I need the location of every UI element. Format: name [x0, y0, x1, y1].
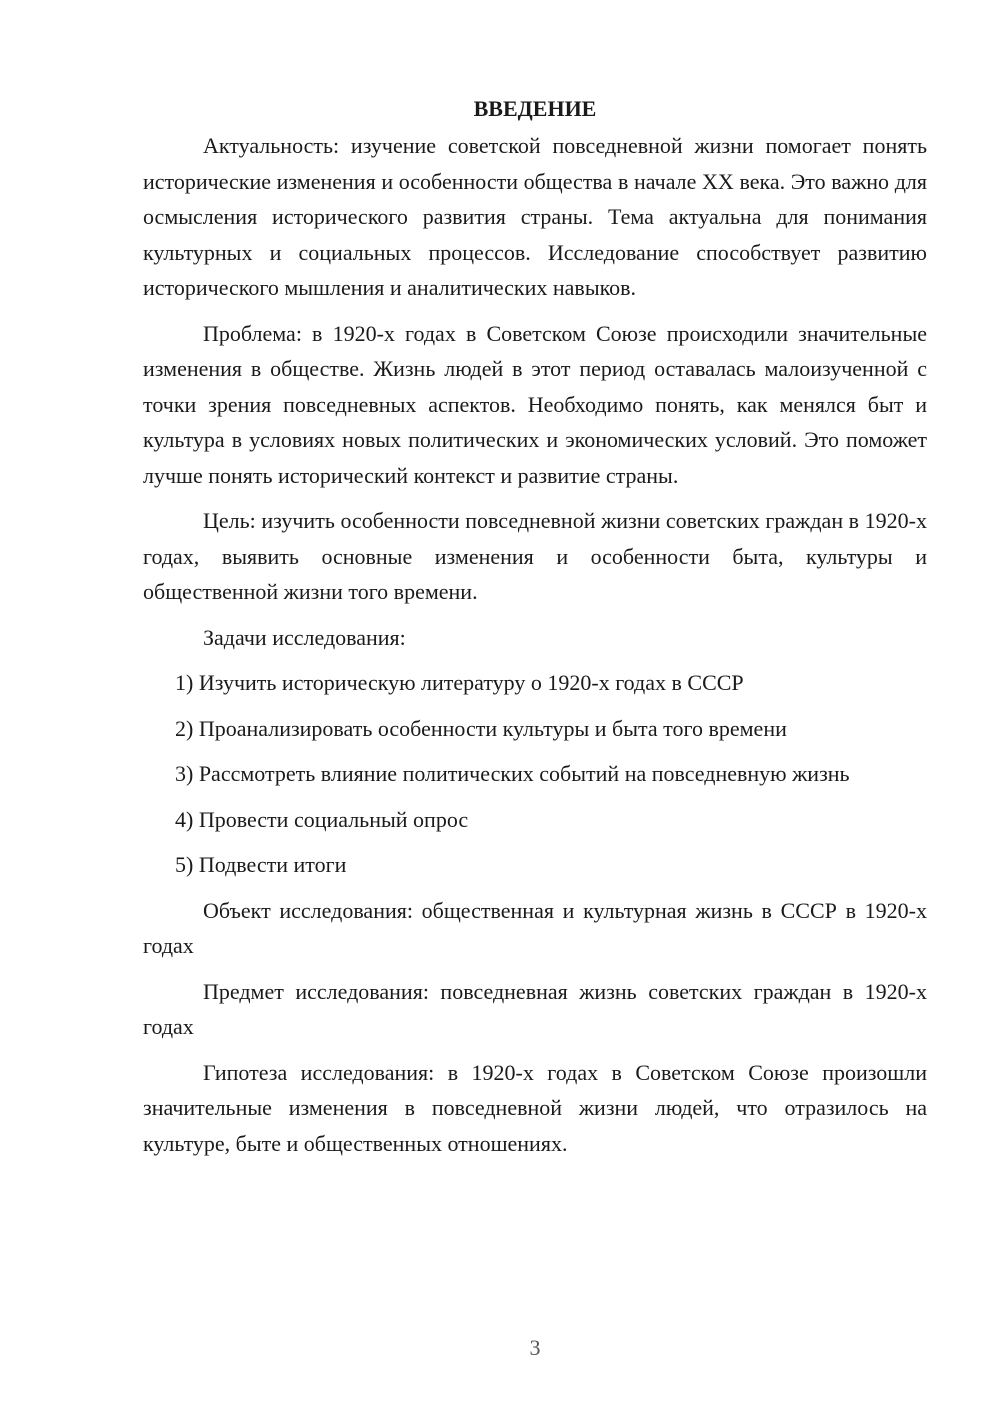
- document-body: [143, 94, 927, 1171]
- task-item: 5) Подвести итоги: [175, 852, 347, 877]
- task-item: 2) Проанализировать особенности культуры и быта того времени: [175, 715, 787, 741]
- goal-paragraph: Цель: изучить особенности повседневной жизни советских граждан в 1920-х годах, выявить основные изменения и особенности быта, культуры и общественной жизни того времени.: [143, 508, 927, 604]
- problem-paragraph: Проблема: в 1920-х годах в Советском Союзе происходили значительные изменения в обществе. Жизнь людей в этот период оставалась малоизученной с точки зрения повседневных аспектов. Необходимо понять, как менялся быт и культура в условиях новых политических и экономических условий. Это поможет лучше понять исторический контекст и развитие страны.: [143, 320, 927, 488]
- section-heading: ВВЕДЕНИЕ: [473, 96, 597, 121]
- tasks-title: Задачи исследования:: [203, 624, 406, 650]
- object-paragraph: Объект исследования: общественная и культурная жизнь в СССР в 1920-х годах: [143, 897, 927, 958]
- relevance-paragraph: Актуальность: изучение советской повседневной жизни помогает понять исторические изменения и особенности общества в начале XX века. Это важно для осмысления исторического развития страны. Тема актуальна для понимания культурных и социальных процессов. Исследование способствует развитию исторического мышления и аналитических навыков.: [143, 133, 927, 300]
- page-number: 3: [529, 1335, 541, 1360]
- hypothesis-paragraph: Гипотеза исследования: в 1920-х годах в Советском Союзе произошли значительные изменения в повседневной жизни людей, что отразилось на культуре, быте и общественных отношениях.: [143, 1059, 927, 1156]
- task-item: 1) Изучить историческую литературу о 1920-х годах в СССР: [175, 670, 744, 695]
- task-item: 3) Рассмотреть влияние политических событий на повседневную жизнь: [175, 761, 850, 786]
- task-item: 4) Провести социальный опрос: [175, 806, 469, 832]
- subject-paragraph: Предмет исследования: повседневная жизнь советских граждан в 1920-х годах: [143, 978, 927, 1039]
